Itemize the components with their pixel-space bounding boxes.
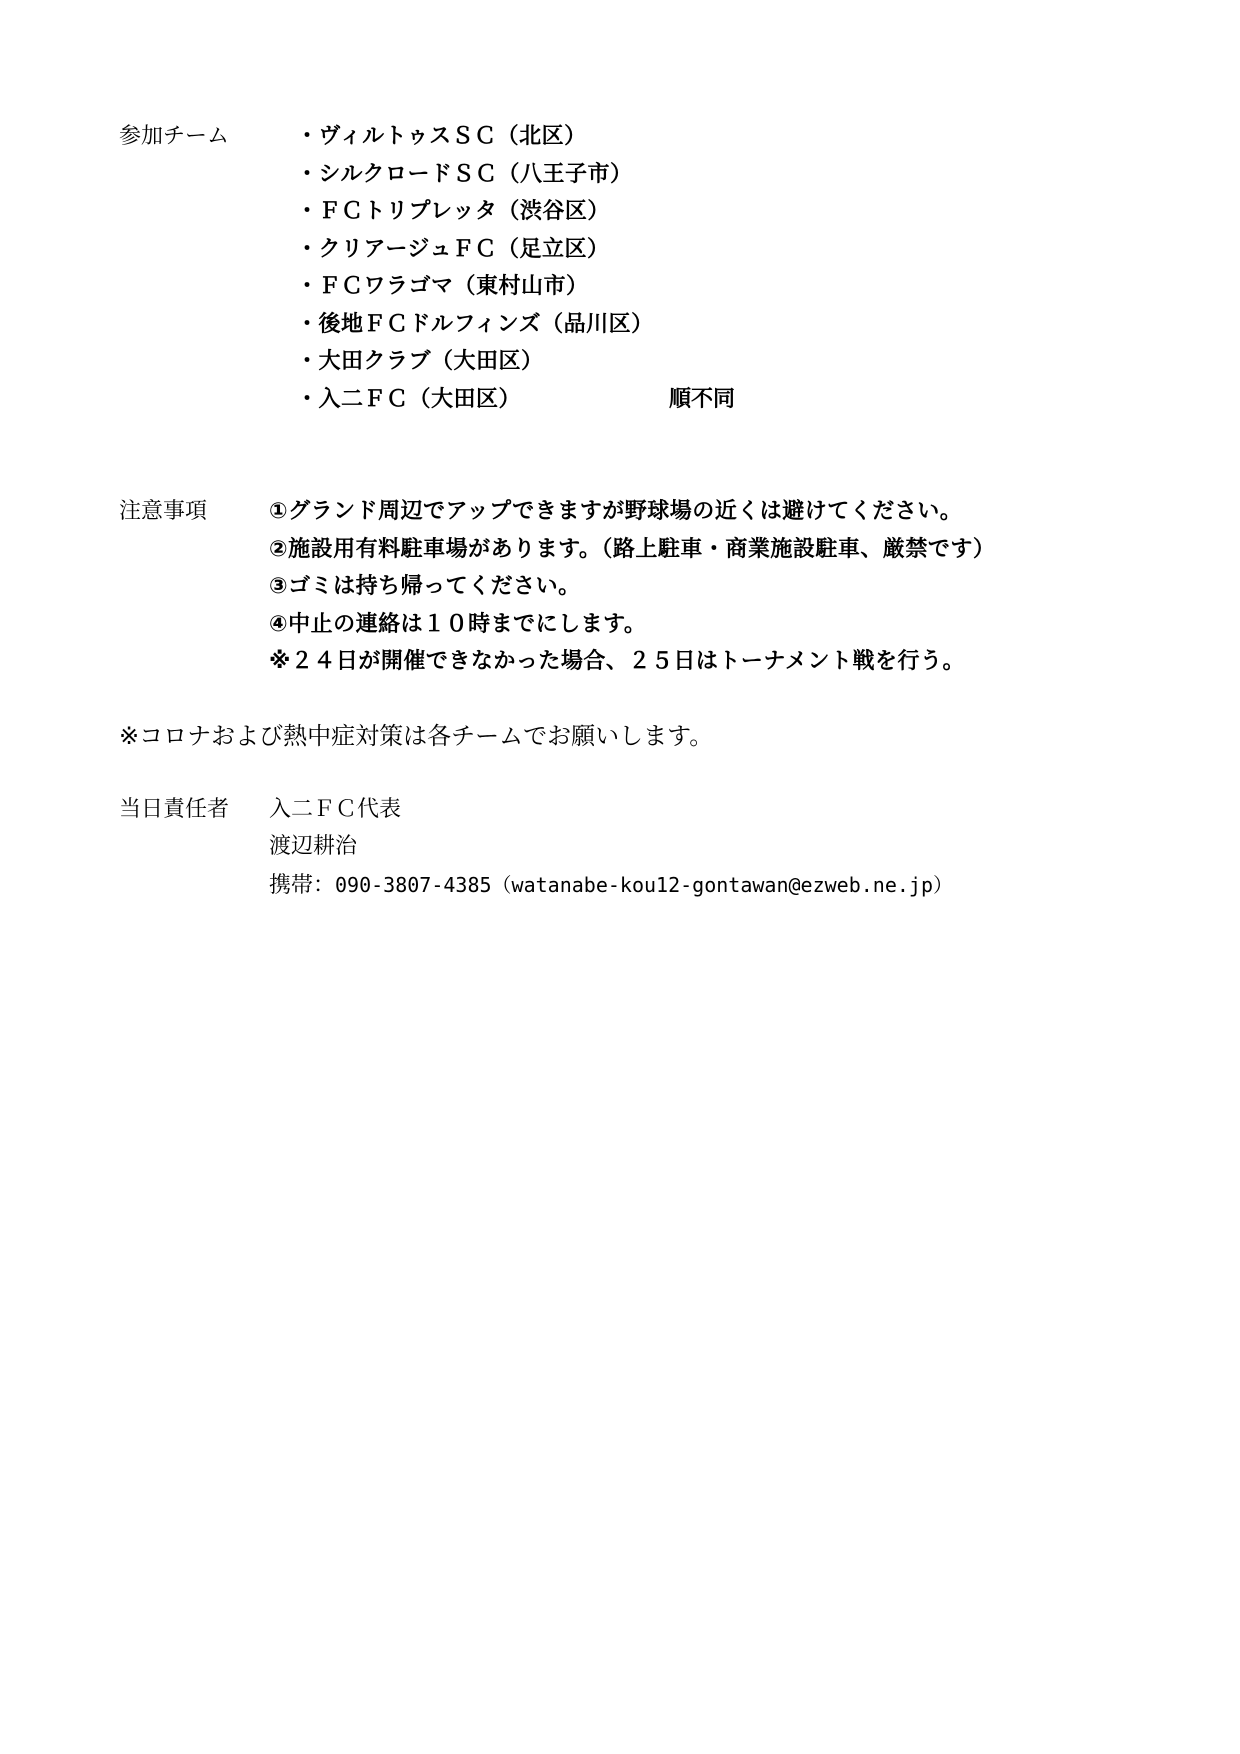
note-item: ③ゴミは持ち帰ってください。: [269, 574, 581, 599]
phone-and-email: 090-3807-4385（watanabe-kou12-gontawan@ezweb.ne.jp）: [335, 873, 953, 897]
order-note: 順不同: [669, 387, 736, 412]
team-item: ・ＦＣワラゴマ（東村山市）: [296, 274, 589, 299]
responsible-name: 渡辺耕治: [269, 834, 358, 859]
team-item: ・ヴィルトゥスＳＣ（北区）: [296, 124, 587, 149]
covid-note: ※コロナおよび熱中症対策は各チームでお願いします。: [119, 722, 714, 750]
team-item: ・ＦＣトリプレッタ（渋谷区）: [296, 199, 610, 224]
responsible-contact: [269, 870, 953, 901]
teams-label: 参加チーム: [119, 124, 230, 149]
note-item: ※２４日が開催できなかった場合、２５日はトーナメント戦を行う。: [269, 649, 966, 674]
team-item: ・クリアージュＦＣ（足立区）: [296, 237, 610, 262]
team-item: ・後地ＦＣドルフィンズ（品川区）: [296, 312, 654, 337]
note-item: ②施設用有料駐車場があります。（路上駐車・商業施設駐車、厳禁です）: [269, 537, 996, 562]
note-item: ①グランド周辺でアップできますが野球場の近くは避けてください。: [269, 499, 963, 524]
note-item: ④中止の連絡は１０時までにします。: [269, 612, 647, 637]
responsible-label: 当日責任者: [119, 797, 230, 822]
notes-label: 注意事項: [119, 499, 208, 524]
responsible-org: 入二ＦＣ代表: [269, 797, 402, 822]
team-item: ・入二ＦＣ（大田区）: [296, 387, 522, 412]
team-item: ・大田クラブ（大田区）: [296, 349, 544, 374]
team-item: ・シルクロードＳＣ（八王子市）: [296, 162, 633, 187]
phone-label: 携帯：: [269, 873, 336, 898]
